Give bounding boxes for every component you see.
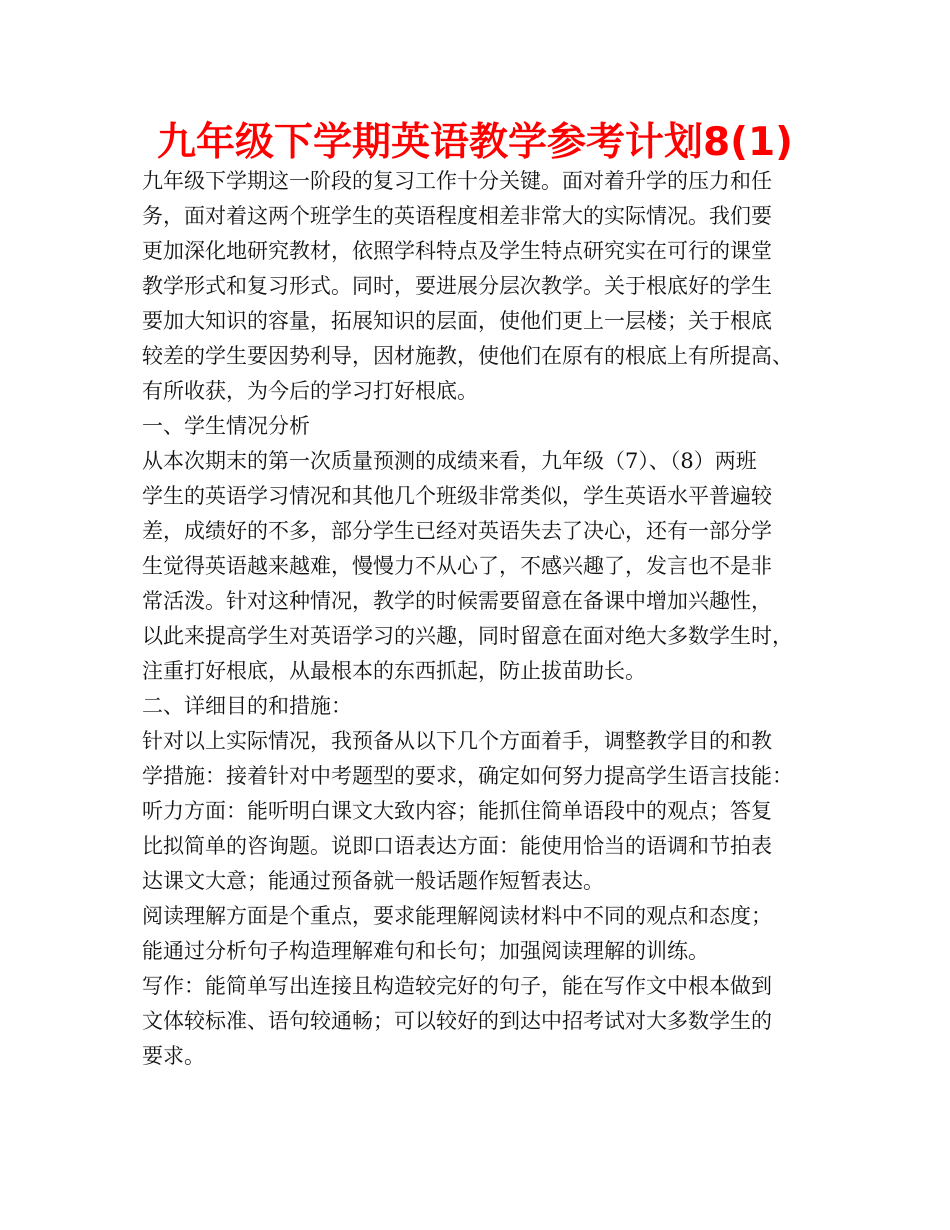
- body-line-23: 能通过分析句子构造理解难句和长句；加强阅读理解的训练。: [142, 939, 709, 963]
- document-title: 九年级下学期英语教学参考计划8(1): [157, 120, 793, 165]
- body-line-17: 针对以上实际情况，我预备从以下几个方面着手，调整教学目的和教: [142, 729, 772, 753]
- body-line-19: 听力方面：能听明白课文大致内容；能抓住简单语段中的观点；答复: [142, 799, 772, 823]
- body-line-21: 达课文大意；能通过预备就一般话题作短暂表达。: [142, 869, 604, 893]
- body-line-12: 生觉得英语越来越难，慢慢力不从心了，不感兴趣了，发言也不是非: [142, 554, 772, 578]
- body-line-22: 阅读理解方面是个重点，要求能理解阅读材料中不同的观点和态度；: [142, 904, 772, 928]
- body-line-14: 以此来提高学生对英语学习的兴趣，同时留意在面对绝大多数学生时，: [142, 624, 793, 648]
- section-heading-2: 二、详细目的和措施：: [142, 694, 352, 718]
- body-line-7: 有所收获，为今后的学习打好根底。: [142, 379, 478, 403]
- body-line-4: 教学形式和复习形式。同时，要进展分层次教学。关于根底好的学生: [142, 274, 772, 298]
- body-line-6: 较差的学生要因势利导，因材施教，使他们在原有的根底上有所提高、: [142, 344, 793, 368]
- body-line-9: 从本次期末的第一次质量预测的成绩来看，九年级（7）、（8）两班: [142, 449, 757, 473]
- body-line-18: 学措施：接着针对中考题型的要求，确定如何努力提高学生语言技能：: [142, 764, 793, 788]
- section-heading-1: 一、学生情况分析: [142, 414, 310, 438]
- body-line-13: 常活泼。针对这种情况，教学的时候需要留意在备课中增加兴趣性，: [142, 589, 772, 613]
- body-line-5: 要加大知识的容量，拓展知识的层面，使他们更上一层楼；关于根底: [142, 309, 772, 333]
- body-line-11: 差，成绩好的不多，部分学生已经对英语失去了决心，还有一部分学: [142, 519, 772, 543]
- body-line-10: 学生的英语学习情况和其他几个班级非常类似，学生英语水平普遍较: [142, 484, 772, 508]
- body-line-25: 文体较标准、语句较通畅；可以较好的到达中招考试对大多数学生的: [142, 1009, 772, 1033]
- document-body: [142, 164, 832, 1074]
- body-line-15: 注重打好根底，从最根本的东西抓起，防止拔苗助长。: [142, 659, 646, 683]
- body-line-2: 务，面对着这两个班学生的英语程度相差非常大的实际情况。我们要: [142, 204, 772, 228]
- body-line-1: 九年级下学期这一阶段的复习工作十分关键。面对着升学的压力和任: [142, 169, 772, 193]
- body-line-26: 要求。: [142, 1044, 205, 1068]
- body-line-24: 写作：能简单写出连接且构造较完好的句子，能在写作文中根本做到: [142, 974, 772, 998]
- body-line-3: 更加深化地研究教材，依照学科特点及学生特点研究实在可行的课堂: [142, 239, 772, 263]
- body-line-20: 比拟简单的咨询题。说即口语表达方面：能使用恰当的语调和节拍表: [142, 834, 772, 858]
